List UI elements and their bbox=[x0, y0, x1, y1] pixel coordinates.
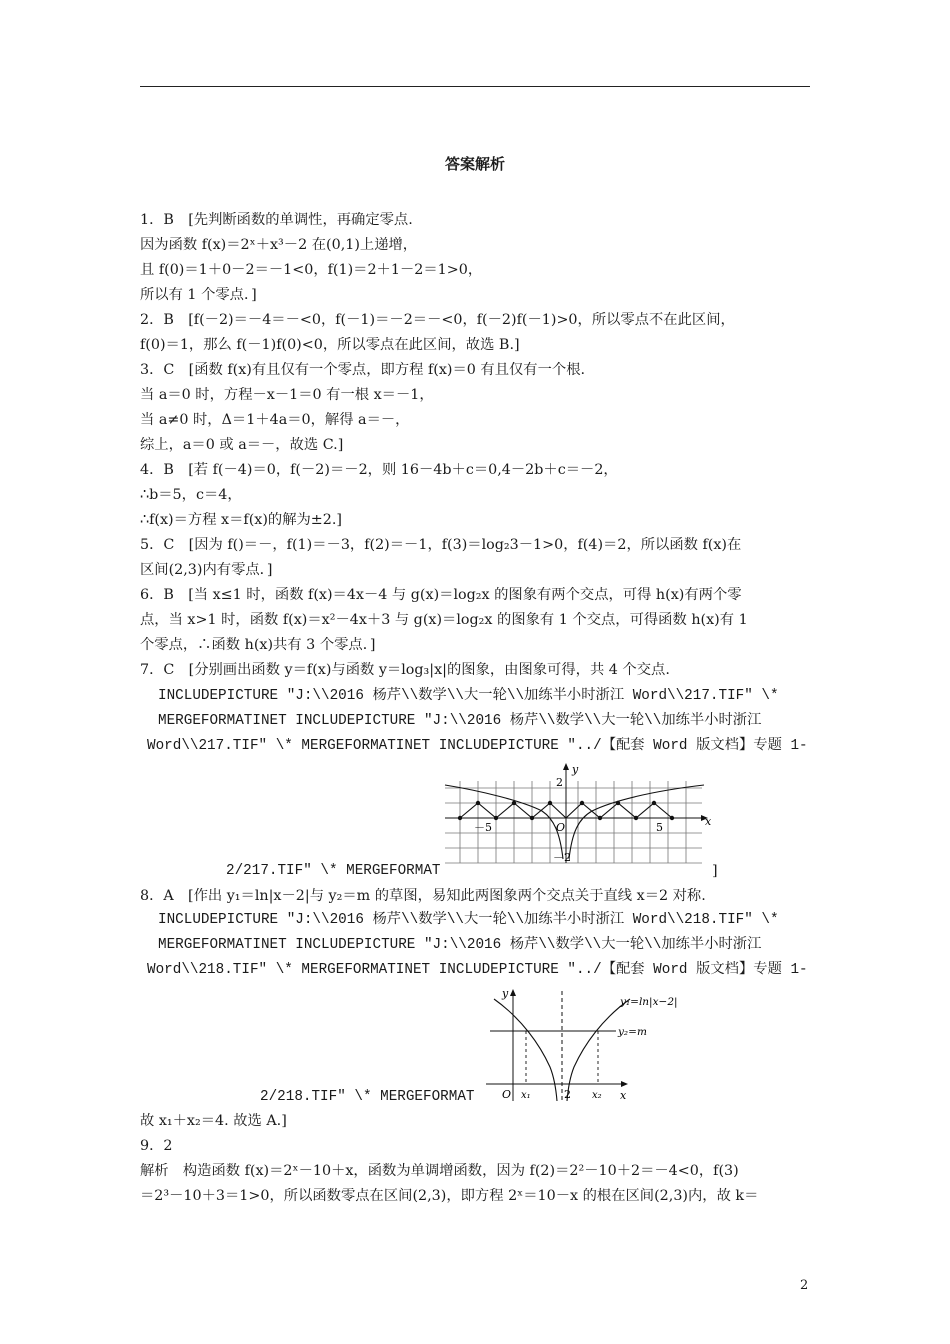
field-code-line: MERGEFORMATINET INCLUDEPICTURE "J:\\2016 杨芹\\数学\\大一轮\\加练半小时浙江 bbox=[158, 713, 762, 729]
origin-label: O bbox=[502, 1088, 512, 1101]
field-code-line: 2/217.TIF" \* MERGEFORMAT bbox=[226, 863, 441, 879]
field-code-line: Word\\217.TIF" \* MERGEFORMATINET INCLUDEPICTURE "../【配套 Word 版文档】专题 1- bbox=[147, 738, 808, 754]
answer-line: 5．C [因为 f()＝－，f(1)＝－3，f(2)＝－1，f(3)＝log₂3－1>0，f(4)＝2，所以函数 f(x)在 bbox=[140, 537, 742, 553]
y-axis-arrow bbox=[510, 989, 516, 996]
y-axis-arrow bbox=[563, 763, 569, 770]
x-axis-arrow bbox=[621, 1081, 628, 1087]
x-tick-pos: 5 bbox=[656, 821, 663, 834]
field-code-line: Word\\218.TIF" \* MERGEFORMATINET INCLUDEPICTURE "../【配套 Word 版文档】专题 1- bbox=[147, 962, 808, 978]
page-number: 2 bbox=[800, 1278, 809, 1293]
answer-line: 综上，a＝0 或 a＝－，故选 C.] bbox=[140, 437, 344, 453]
answer-line: 6．B [当 x≤1 时，函数 f(x)＝4x－4 与 g(x)＝log₂x 的图象有两个交点，可得 h(x)有两个零 bbox=[140, 587, 742, 603]
answer-line: 故 x₁＋x₂＝4. 故选 A.] bbox=[140, 1113, 287, 1129]
answer-line: 所以有 1 个零点．] bbox=[140, 287, 257, 303]
x1-label: x₁ bbox=[521, 1090, 531, 1101]
answer-line: ∴b＝5，c＝4， bbox=[140, 487, 242, 503]
answer-line: f(0)＝1，那么 f(－1)f(0)<0，所以零点在此区间，故选 B.] bbox=[140, 337, 520, 353]
answer-line: 当 a＝0 时，方程－x－1＝0 有一根 x＝－1， bbox=[140, 387, 434, 403]
y-tick-top: 2 bbox=[556, 776, 563, 789]
answer-line: 且 f(0)＝1＋0－2＝－1<0，f(1)＝2＋1－2＝1>0， bbox=[140, 262, 483, 278]
answer-line: 当 a≠0 时，Δ＝1＋4a＝0，解得 a＝－， bbox=[140, 412, 410, 428]
curve-y1-left bbox=[494, 999, 557, 1101]
answer-line: ∴f(x)＝方程 x＝f(x)的解为±2.] bbox=[140, 512, 342, 528]
answer-line: 9．2 bbox=[140, 1138, 173, 1154]
answer-line: 解析 构造函数 f(x)＝2ˣ－10＋x，函数为单调增函数，因为 f(2)＝2²－10＋2＝－4<0，f(3) bbox=[140, 1163, 739, 1179]
y-label: y bbox=[572, 763, 579, 776]
curve-label: y₁=ln|x−2| bbox=[620, 996, 678, 1008]
x2-label: x₂ bbox=[592, 1090, 602, 1101]
figure-217 bbox=[442, 763, 714, 865]
origin-label: O bbox=[556, 821, 566, 834]
figure-218 bbox=[484, 985, 718, 1103]
bracket-close: ] bbox=[712, 863, 718, 879]
x-label: x bbox=[705, 815, 712, 828]
answer-line: 个零点，∴函数 h(x)共有 3 个零点．] bbox=[140, 637, 376, 653]
y-tick-bottom: －2 bbox=[553, 851, 571, 864]
two-label: 2 bbox=[564, 1088, 571, 1101]
answer-line: 区间(2,3)内有零点．] bbox=[140, 562, 273, 578]
line-label: y₂=m bbox=[618, 1026, 647, 1038]
answer-line: 7．C [分别画出函数 y＝f(x)与函数 y＝log₃|x|的图象，由图象可得，共 4 个交点. bbox=[140, 662, 670, 678]
answer-line: ＝2³－10＋3＝1>0，所以函数零点在区间(2,3)，即方程 2ˣ＝10－x 的根在区间(2,3)内，故 k＝ bbox=[140, 1188, 759, 1204]
answer-line: 8．A [作出 y₁＝ln|x－2|与 y₂＝m 的草图，易知此两图象两个交点关于直线 x＝2 对称. bbox=[140, 888, 706, 904]
page-title: 答案解析 bbox=[444, 155, 505, 173]
answer-line: 4．B [若 f(－4)＝0，f(－2)＝－2，则 16－4b＋c＝0,4－2b＋c＝－2， bbox=[140, 462, 618, 478]
x-tick-neg: －5 bbox=[474, 821, 492, 834]
y-label: y bbox=[502, 987, 509, 1000]
field-code-line: INCLUDEPICTURE "J:\\2016 杨芹\\数学\\大一轮\\加练半小时浙江 Word\\217.TIF" \* bbox=[158, 688, 779, 704]
answer-line: 2．B [f(－2)＝－4＝－<0，f(－1)＝－2＝－<0，f(－2)f(－1)>0，所以零点不在此区间， bbox=[140, 312, 735, 328]
x-label: x bbox=[620, 1089, 627, 1102]
header-rule bbox=[140, 86, 810, 87]
field-code-line: INCLUDEPICTURE "J:\\2016 杨芹\\数学\\大一轮\\加练半小时浙江 Word\\218.TIF" \* bbox=[158, 912, 779, 928]
curve-y1-right bbox=[567, 999, 630, 1101]
answer-line: 因为函数 f(x)＝2ˣ＋x³－2 在(0,1)上递增， bbox=[140, 237, 418, 253]
answer-line: 3．C [函数 f(x)有且仅有一个零点，即方程 f(x)＝0 有且仅有一个根. bbox=[140, 362, 586, 378]
field-code-line: MERGEFORMATINET INCLUDEPICTURE "J:\\2016 杨芹\\数学\\大一轮\\加练半小时浙江 bbox=[158, 937, 762, 953]
answer-line: 点，当 x>1 时，函数 f(x)＝x²－4x＋3 与 g(x)＝log₂x 的图象有 1 个交点，可得函数 h(x)有 1 bbox=[140, 612, 748, 628]
answer-line: 1．B [先判断函数的单调性，再确定零点. bbox=[140, 212, 413, 228]
field-code-line: 2/218.TIF" \* MERGEFORMAT bbox=[260, 1089, 475, 1105]
